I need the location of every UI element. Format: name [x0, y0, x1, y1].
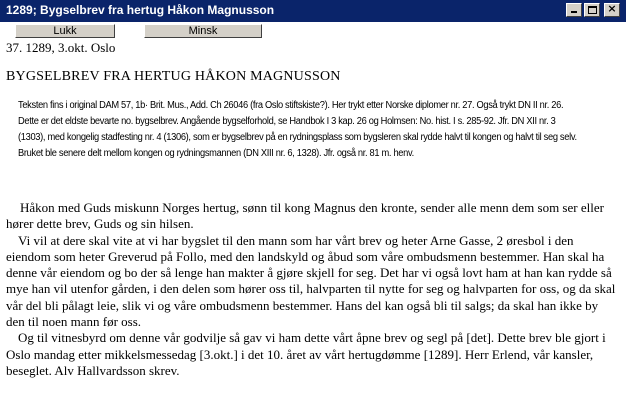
close-button[interactable] — [604, 3, 620, 17]
document-title: BYGSELBREV FRA HERTUG HÅKON MAGNUSSON — [6, 69, 341, 84]
minsk-button[interactable]: Minsk — [144, 24, 262, 38]
minimize-button[interactable] — [566, 3, 582, 17]
window-controls — [566, 3, 620, 17]
paragraph: Vi vil at dere skal vite at vi har bygslet til den mann som har vårt brev og heter Arne Gasse, 2 øresbol i den eiendom som heter Greverud på Follo, med den landskyld og åbud som våre ombudsmenn bestemmer. Han skal ha denne vår eiendom og bo der så lenge han makter å gjøre skjell for seg. Det har vi også lovt ham at han kan rydde så mye han vil utenfor gården, i den delen som hører oss til, halvparten til nytte for seg og halvparten for oss, og da skal vår del bli pålagt leie, slik vi og våre ombudsmenn bestemmer. Hans del kan også bli til salgs; da skal han ikke by den til noen mann før oss. — [6, 232, 616, 330]
lukk-button[interactable]: Lukk — [15, 24, 115, 38]
maximize-icon — [588, 6, 597, 14]
maximize-button[interactable] — [584, 3, 600, 17]
minimize-icon — [571, 11, 577, 13]
window-title: 1289; Bygselbrev fra hertug Håkon Magnusson — [6, 3, 275, 17]
close-icon: × — [607, 2, 617, 15]
source-note: Teksten fins i original DAM 57, 1b· Brit. Mus., Add. Ch 26046 (fra Oslo stiftskiste?). Her trykt etter Norske diplomer nr. 27. Også trykt DN II nr. 26. Dette er det eldste bevarte no. bygselbrev. Angående bygselforhold, se Handbok I 3 kap. 26 og Holmsen: No. hist. I s. 285-92. Jfr. DN XII nr. 3 (1303), med kongelig stadfesting nr. 4 (1306), som er bygselbrev på en rydningsplass som bygsleren skal rydde halvt til kongen og halvt til seg selv. Bruket ble senere delt mellom kongen og rydningsmannen (DN XIII nr. 6, 1328). Jfr. også nr. 81 m. henv. — [18, 100, 577, 159]
paragraph: Og til vitnesbyrd om denne vår godvilje så gav vi ham dette vårt åpne brev og segl på [det]. Dette brev ble gjort i Oslo mandag etter mikkelsmessedag [3.okt.] i det 10. året av vårt hertugdømme [1289]. Herr Erlend, vår kansler, beseglet. Alv Hallvardsson skrev. — [6, 330, 606, 378]
document-header: 37. 1289, 3.okt. Oslo — [6, 40, 116, 55]
document-body — [6, 200, 618, 379]
title-bar — [0, 0, 626, 22]
paragraph: Håkon med Guds miskunn Norges hertug, sønn til kong Magnus den kronte, sender alle menn dem som ser eller hører dette brev, Guds og sin hilsen. — [6, 200, 604, 232]
